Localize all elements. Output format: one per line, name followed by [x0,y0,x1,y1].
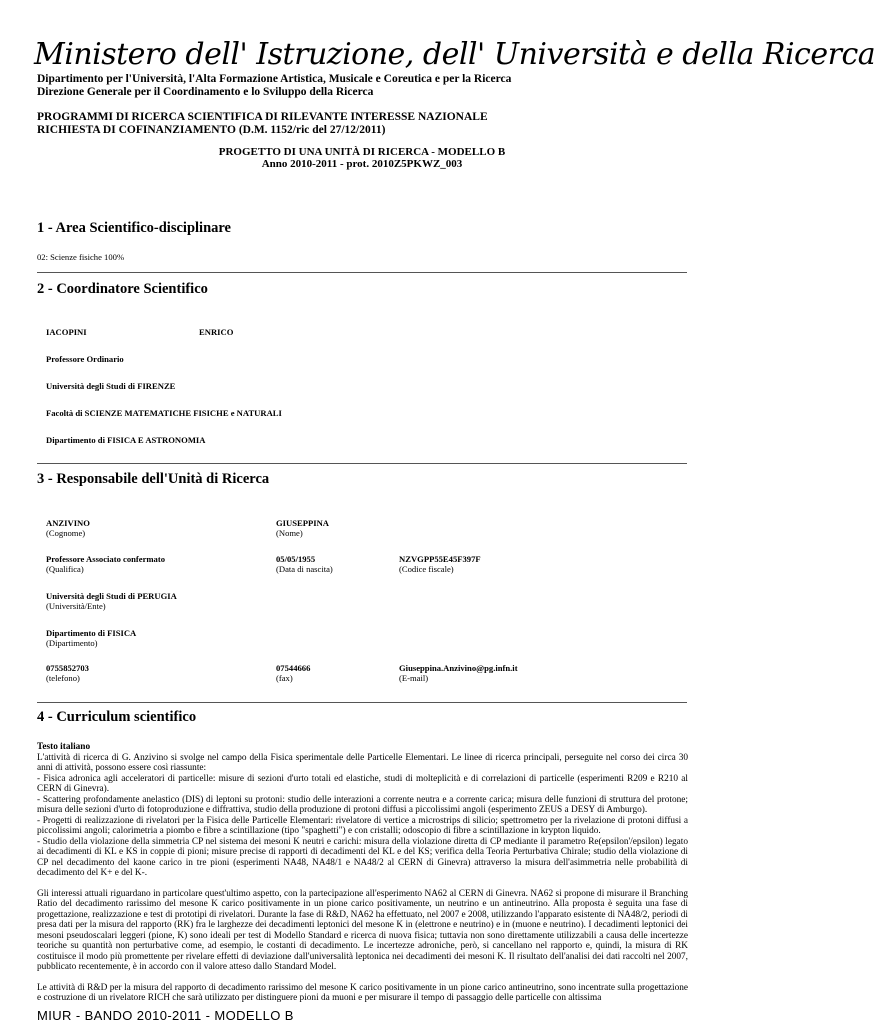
field-label: (Qualifica) [46,564,84,574]
section-2-title: 2 - Coordinatore Scientifico [37,281,208,297]
curriculum-item: - Fisica adronica agli acceleratori di particelle: misure di sezioni d'urto totali ed elastiche, studi di molteplicità e di correlazioni di particelle (esperimenti R209 e R210 al CERN di Ginevra). [37,773,688,794]
scientific-area: 02: Scienze fisiche 100% [37,252,125,262]
field-email [399,663,518,683]
curriculum-item: - Studio della violazione della simmetria CP nel sistema dei mesoni K neutri e carichi: misura della violazione diretta di CP mediante il parametro Re(epsilon'/epsilon) legato ai decadimenti di KL e KS in coppie di pioni; misure precise di rapporti di decadimenti del KL e del KS; verifica della Teoria Perturbativa Chirale; studio della violazione di CP nel decadimento del kaone carico in tre pioni (esperimenti NA48, NA48/1 e NA48/2 al CERN di Ginevra) attraverso la misura dell'asimmetria nelle probabilità di decadimento del K+ e del K-. [37,836,688,878]
field-department [46,628,136,648]
field-label: (telefono) [46,673,80,683]
field-qualifica [46,554,165,574]
curriculum-paragraph: Le attività di R&D per la misura del rapporto di decadimento rarissimo del mesone K carico positivamente in un pione carico antineutrino, sono incentrate sulla progettazione e costruzione di un rivelatore RICH che sarà utilizzato per distinguere pioni da muoni e per misurare il tempo di passaggio delle particelle con altissima [37,982,688,1003]
field-value: Giuseppina.Anzivino@pg.infn.it [399,663,518,673]
field-value: Dipartimento di FISICA [46,628,137,638]
section-3-title: 3 - Responsabile dell'Unità di Ricerca [37,471,270,487]
coordinator-university: Università degli Studi di FIRENZE [46,381,176,391]
field-phone [46,663,89,683]
field-label: (Nome) [276,528,303,538]
coordinator-name: ENRICO [199,327,234,337]
department-line-1: Dipartimento per l'Università, l'Alta Formazione Artistica, Musicale e Coreutica e per la Ricerca [37,73,512,85]
curriculum-subtitle: Testo italiano [37,742,91,752]
field-label: (Data di nascita) [276,564,333,574]
field-birth-date [276,554,333,574]
coordinator-surname: IACOPINI [46,327,87,337]
section-4-title: 4 - Curriculum scientifico [37,709,197,725]
divider [37,272,687,273]
field-value: NZVGPP55E45F397F [399,554,481,564]
project-title-line-2: Anno 2010-2011 - prot. 2010Z5PKWZ_003 [261,158,463,170]
divider [37,702,687,703]
field-label: (Cognome) [46,528,86,538]
field-fax [276,663,310,683]
field-label: (Codice fiscale) [399,564,454,574]
field-value: Università degli Studi di PERUGIA [46,591,177,601]
curriculum-text [37,742,688,1004]
curriculum-intro: L'attività di ricerca di G. Anzivino si svolge nel campo della Fisica sperimentale delle Particelle Elementari. Le linee di ricerca principali, perseguite nel corso dei circa 30 anni di attività, possono essere così riassunte: [37,752,688,773]
program-line-2: RICHIESTA DI COFINANZIAMENTO (D.M. 1152/ric del 27/12/2011) [37,124,386,136]
field-label: (Dipartimento) [46,638,98,648]
program-line-1: PROGRAMMI DI RICERCA SCIENTIFICA DI RILEVANTE INTERESSE NAZIONALE [37,111,488,123]
field-value: 05/05/1955 [276,554,316,564]
project-title-line-1: PROGETTO DI UNA UNITÀ DI RICERCA - MODELLO B [218,146,506,158]
coordinator-department: Dipartimento di FISICA E ASTRONOMIA [46,435,206,445]
field-value: ANZIVINO [46,518,90,528]
coordinator-faculty: Facoltà di SCIENZE MATEMATICHE FISICHE e NATURALI [46,408,282,418]
field-value: 0755852703 [46,663,89,673]
field-value: Professore Associato confermato [46,554,166,564]
field-name [276,518,329,538]
coordinator-role: Professore Ordinario [46,354,124,364]
curriculum-item: - Progetti di realizzazione di rivelatori per la Fisica delle Particelle Elementari: rivelatore di vertice a microstrips di silicio; spettrometro per la rivelazione di protoni diffusi a piccolissimi angoli; calorimetria a piombo e fibre a scintillazione (tipo "spaghetti") e con cristalli; odoscopio di fibre a scintillazione in krypton liquido. [37,815,688,836]
curriculum-item: - Scattering profondamente anelastico (DIS) di leptoni su protoni: studio delle interazioni a corrente neutra e a corrente carica; misura delle funzioni di struttura del protone; misura delle sezioni d'urto di fotoproduzione e diffrattiva, studio della produzione di protoni diffusi a piccolissimi angoli (esperimento ZEUS a DESY di Amburgo). [37,794,688,815]
curriculum-paragraph: Gli interessi attuali riguardano in particolare quest'ultimo aspetto, con la partecipazione all'esperimento NA62 al CERN di Ginevra. NA62 si propone di misurare il Branching Ratio del decadimento rarissimo del mesone K carico positivamente in un pione carico positivamente, un neutrino e un antineutrino. Alla proposta è seguita una fase di progettazione, realizzazione e test di prototipi di rivelatori. Durante la fase di R&D, NA62 ha effettuato, nel 2007 e 2008, utilizzando l'apparato esistente di NA48/2, periodi di presa dati per la misura del rapporto (RK) fra le larghezze dei decadimenti leptonici del mesone K in (elettrone e neutrino) e in (muone e neutrino). I decadimenti leptonici dei mesoni pseudoscalari leggeri (pione, K) sono ideali per test di Modello Standard e ricerca di nuova fisica; tuttavia non sono direttamente utilizzabili a causa delle incertezze teoriche su quantità non perturbative come, ad esempio, le costanti di decadimento. Le incertezze adroniche, però, si cancellano nel rapporto e, quindi, la misura di RK costituisce il modo più promettente per rivelare effetti di deviazione dall'universalità leptonica nei decadimenti dei mesoni K. Il risultato dell'analisi dei dati raccolti nel 2007, pubblicato recentemente, è in accordo con il valore atteso dallo Standard Model. [37,888,688,972]
divider [37,463,687,464]
field-value: GIUSEPPINA [276,518,330,528]
page-footer: MIUR - BANDO 2010-2011 - MODELLO B [37,1008,294,1023]
field-fiscal-code [399,554,481,574]
ministry-header: Ministero dell' Istruzione, dell' Università e della Ricerca [34,37,875,72]
field-university [46,591,177,611]
field-surname [46,518,90,538]
field-label: (Università/Ente) [46,601,106,611]
section-1-title: 1 - Area Scientifico-disciplinare [37,220,231,236]
field-value: 07544666 [276,663,311,673]
field-label: (E-mail) [399,673,429,683]
field-label: (fax) [276,673,293,683]
department-line-2: Direzione Generale per il Coordinamento e lo Sviluppo della Ricerca [37,86,374,98]
